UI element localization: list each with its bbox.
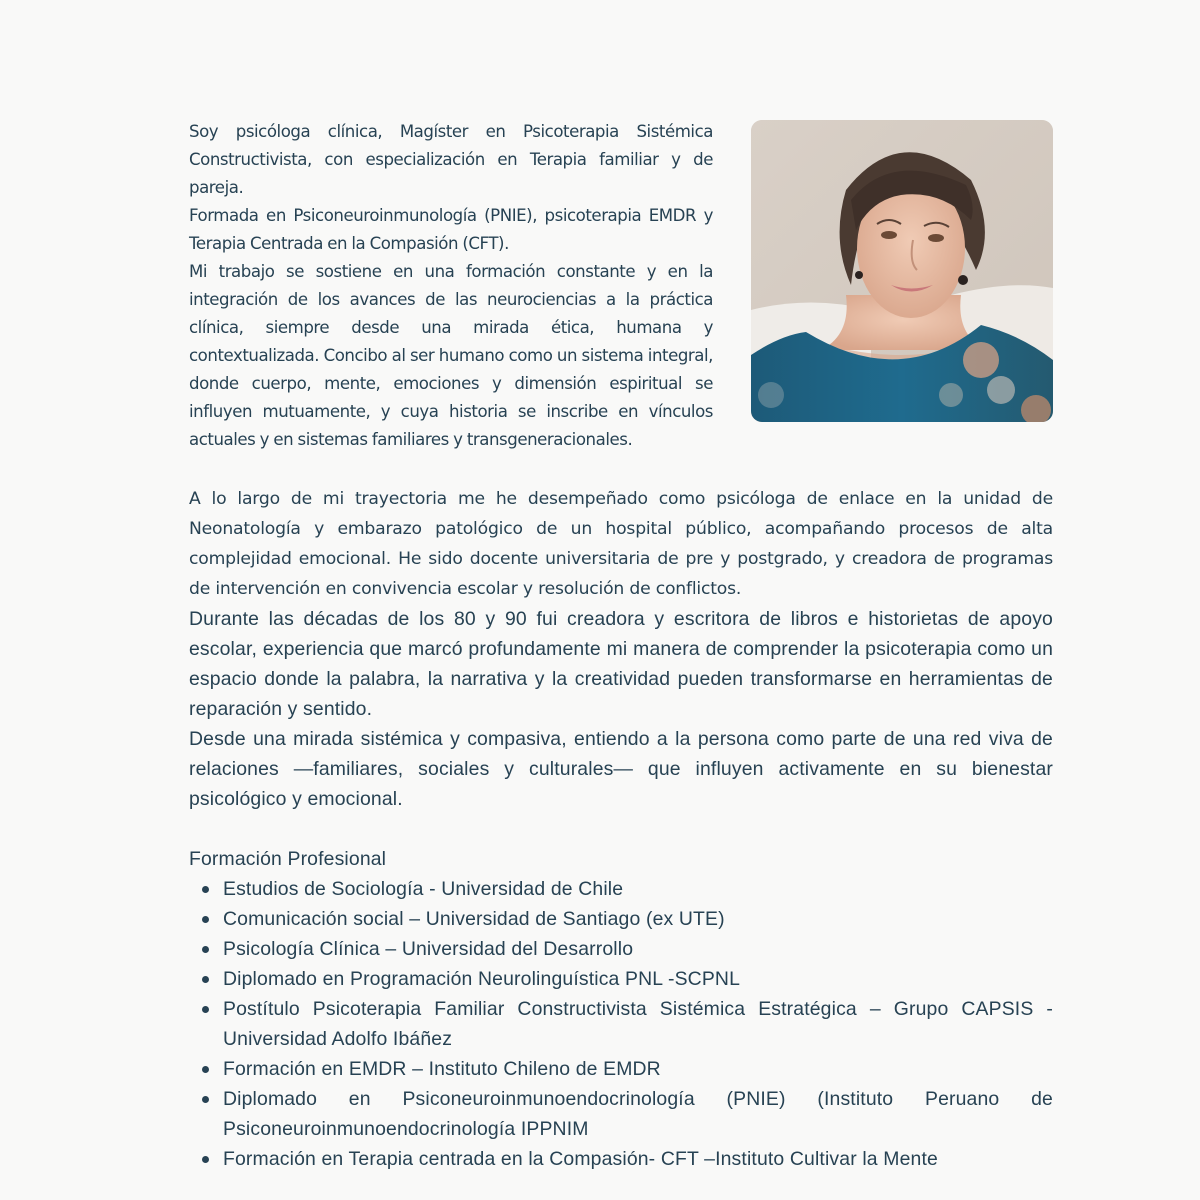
education-title: Formación Profesional [189, 848, 387, 870]
education-item [189, 964, 1053, 994]
trajectory-paragraph: A lo largo de mi trayectoria me he desempeñado como psicóloga de enlace en la unidad de Neonatología y embarazo patológico de un hospital público, acompañando procesos de alta complejidad emocional. He sido docente universitaria de pre y postgrado, y creadora de programas de intervención en convivencia escolar y resolución de conflictos. [189, 489, 1053, 599]
education-item-text: Comunicación social – Universidad de Santiago (ex UTE) [223, 908, 725, 930]
education-item-text: Formación en EMDR – Instituto Chileno de EMDR [223, 1058, 661, 1080]
education-item [189, 874, 1053, 904]
education-item-text: Diplomado en Psiconeuroinmunoendocrinología (PNIE) (Instituto Peruano de Psiconeuroinmunoendocrinología IPPNIM [223, 1088, 1053, 1140]
education-item [189, 1144, 1053, 1174]
education-item [189, 904, 1053, 934]
education-item-text: Formación en Terapia centrada en la Compasión- CFT –Instituto Cultivar la Mente [223, 1148, 938, 1170]
education-item [189, 1054, 1053, 1084]
decades-paragraph: Durante las décadas de los 80 y 90 fui creadora y escritora de libros e historietas de apoyo escolar, experiencia que marcó profundamente mi manera de comprender la psicoterapia como un espacio donde la palabra, la narrativa y la creatividad pueden transformarse en herramientas de reparación y sentido. [189, 608, 1053, 720]
education-item-text: Psicología Clínica – Universidad del Desarrollo [223, 938, 634, 960]
section-spacer [189, 814, 1053, 844]
bullet-icon [202, 976, 209, 983]
education-item [189, 934, 1053, 964]
education-item-text: Diplomado en Programación Neurolinguística PNL -SCPNL [223, 968, 741, 990]
bio-page [189, 118, 1053, 1174]
intro-paragraph-credentials: Soy psicóloga clínica, Magíster en Psicoterapia Sistémica Constructivista, con especialización en Terapia familiar y de pareja. [189, 122, 713, 197]
bullet-icon [202, 1096, 209, 1103]
intro-paragraph-training: Formada en Psiconeuroinmunología (PNIE), psicoterapia EMDR y Terapia Centrada en la Compasión (CFT). [189, 206, 713, 253]
bullet-icon [202, 886, 209, 893]
education-item-text: Postítulo Psicoterapia Familiar Constructivista Sistémica Estratégica – Grupo CAPSIS - Universidad Adolfo Ibáñez [223, 998, 1053, 1050]
portrait-illustration [751, 120, 1053, 422]
intro-section [189, 118, 1053, 484]
education-item [189, 994, 1053, 1054]
education-item-text: Estudios de Sociología - Universidad de Chile [223, 878, 624, 900]
intro-text [189, 118, 713, 454]
education-section [189, 844, 1053, 1174]
bullet-icon [202, 1156, 209, 1163]
bullet-icon [202, 916, 209, 923]
bullet-icon [202, 1006, 209, 1013]
portrait-photo [751, 120, 1053, 422]
experience-section [189, 604, 1053, 814]
systemic-view-paragraph: Desde una mirada sistémica y compasiva, entiendo a la persona como parte de una red viva de relaciones —familiares, sociales y culturales— que influyen activamente en su bienestar psicológico y emocional. [189, 728, 1053, 810]
education-item [189, 1084, 1053, 1144]
education-list [189, 874, 1053, 1174]
bullet-icon [202, 1066, 209, 1073]
intro-paragraph-approach: Mi trabajo se sostiene en una formación constante y en la integración de los avances de las neurociencias a la práctica clínica, siempre desde una mirada ética, humana y contextualizada. Concibo al ser humano como un sistema integral, donde cuerpo, mente, emociones y dimensión espiritual se influyen mutuamente, y cuya historia se inscribe en vínculos actuales y en sistemas familiares y transgeneracionales. [189, 262, 713, 449]
trajectory-section [189, 484, 1053, 604]
bullet-icon [202, 946, 209, 953]
